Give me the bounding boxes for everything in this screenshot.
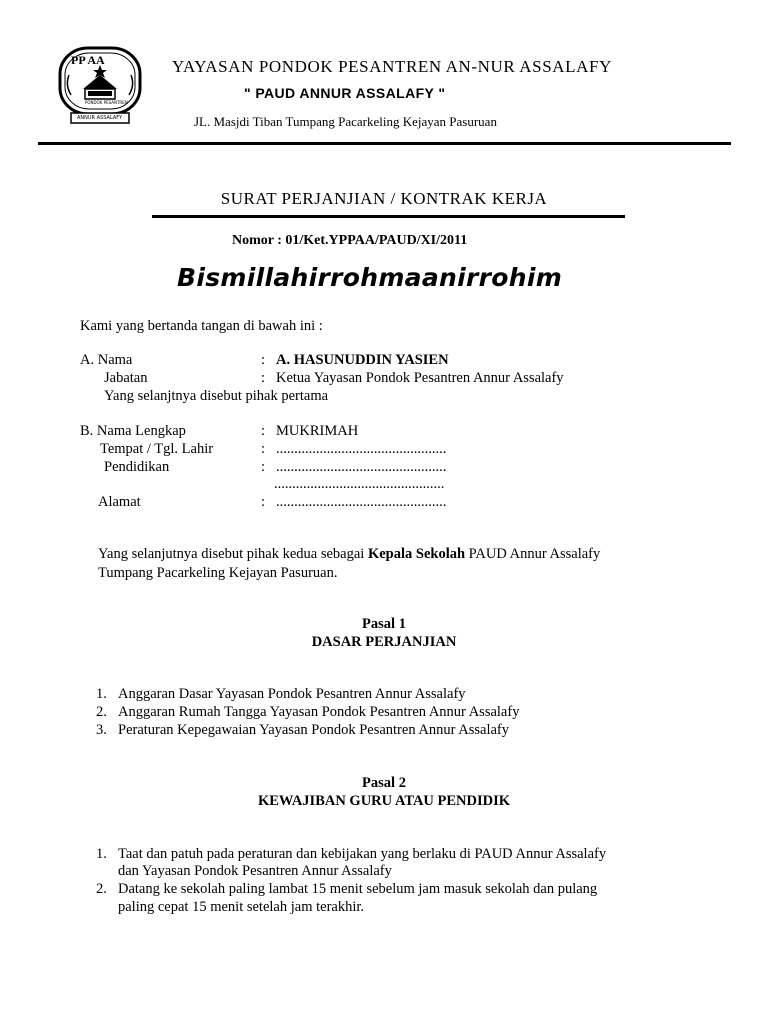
logo-mid-text: PONDOK PESANTREN bbox=[85, 100, 128, 105]
party-a-name-value: A. HASUNUDDIN YASIEN bbox=[276, 352, 449, 368]
pasal-1-item-text: Anggaran Dasar Yayasan Pondok Pesantren Annur Assalafy bbox=[118, 686, 466, 702]
pasal-2-item-line1: Datang ke sekolah paling lambat 15 menit sebelum jam masuk sekolah dan pulang bbox=[118, 881, 598, 897]
pasal-2-item-line2: paling cepat 15 menit setelah jam terakhir. bbox=[118, 899, 365, 915]
document-title: SURAT PERJANJIAN / KONTRAK KERJA bbox=[220, 189, 548, 208]
party-b-note-post: PAUD Annur Assalafy bbox=[465, 546, 601, 562]
pasal-2-item-line2: dan Yayasan Pondok Pesantren Annur Assalafy bbox=[118, 863, 392, 879]
party-b-note-line1 bbox=[98, 546, 600, 563]
party-a-note: Yang selanjtnya disebut pihak pertama bbox=[104, 388, 329, 404]
intro-text: Kami yang bertanda tangan di bawah ini : bbox=[80, 318, 323, 334]
party-b-birth-label: Tempat / Tgl. Lahir bbox=[100, 441, 214, 457]
party-b-name-colon: : bbox=[261, 423, 266, 439]
pasal-1-item-text: Anggaran Rumah Tangga Yayasan Pondok Pesantren Annur Assalafy bbox=[118, 704, 520, 720]
party-a-position-colon: : bbox=[261, 370, 266, 386]
party-b-role: Kepala Sekolah bbox=[367, 546, 466, 562]
logo-initials-text: PP AA bbox=[71, 53, 105, 67]
pasal-1-item-num: 1. bbox=[96, 686, 107, 702]
pasal-1-item-num: 2. bbox=[96, 704, 107, 720]
pasal-2-heading: Pasal 2 bbox=[362, 775, 406, 791]
party-b-name-value: MUKRIMAH bbox=[276, 423, 359, 439]
party-b-birth-colon: : bbox=[261, 441, 266, 457]
party-a-name-label: A. Nama bbox=[80, 352, 133, 368]
org-address: JL. Masjdi Tiban Tumpang Pacarkeling Kejayan Pasuruan bbox=[194, 114, 497, 129]
opening-phrase: Bismillahirrohmaanirrohim bbox=[177, 263, 563, 292]
pasal-1-item-num: 3. bbox=[96, 722, 107, 738]
party-b-address-value: ............................................... bbox=[276, 494, 447, 510]
title-underline bbox=[152, 215, 625, 218]
party-a-name-colon: : bbox=[261, 352, 266, 368]
logo-bottom-text: ANNUR ASSALAFY bbox=[77, 115, 123, 121]
document-number: Nomor : 01/Ket.YPPAA/PAUD/XI/2011 bbox=[232, 233, 468, 248]
party-b-edu-value-2: ............................................... bbox=[274, 476, 445, 492]
party-b-name-label: B. Nama Lengkap bbox=[80, 423, 186, 439]
party-b-edu-label: Pendidikan bbox=[104, 459, 170, 475]
letterhead-divider bbox=[38, 142, 731, 145]
foundation-logo bbox=[55, 45, 145, 130]
party-b-edu-colon: : bbox=[261, 459, 266, 475]
org-name: YAYASAN PONDOK PESANTREN AN-NUR ASSALAFY bbox=[172, 57, 612, 76]
pasal-2-item-num: 1. bbox=[96, 846, 107, 862]
party-b-edu-value: ............................................... bbox=[276, 459, 447, 475]
party-a-position-value: Ketua Yayasan Pondok Pesantren Annur Assalafy bbox=[276, 370, 564, 386]
party-b-note-line2: Tumpang Pacarkeling Kejayan Pasuruan. bbox=[98, 565, 338, 581]
party-b-address-label: Alamat bbox=[98, 494, 141, 510]
party-b-note-pre: Yang selanjutnya disebut pihak kedua sebagai bbox=[98, 546, 368, 562]
pasal-2-item-line1: Taat dan patuh pada peraturan dan kebijakan yang berlaku di PAUD Annur Assalafy bbox=[118, 846, 607, 862]
pasal-2-item-num: 2. bbox=[96, 881, 107, 897]
school-name: " PAUD ANNUR ASSALAFY " bbox=[244, 85, 446, 101]
party-b-birth-value: ............................................... bbox=[276, 441, 447, 457]
party-b-address-colon: : bbox=[261, 494, 266, 510]
pasal-1-item-text: Peraturan Kepegawaian Yayasan Pondok Pesantren Annur Assalafy bbox=[118, 722, 510, 738]
pasal-1-title: DASAR PERJANJIAN bbox=[311, 634, 457, 650]
party-a-position-label: Jabatan bbox=[104, 370, 148, 386]
pasal-2-title: KEWAJIBAN GURU ATAU PENDIDIK bbox=[257, 793, 511, 809]
pasal-1-heading: Pasal 1 bbox=[362, 616, 406, 632]
